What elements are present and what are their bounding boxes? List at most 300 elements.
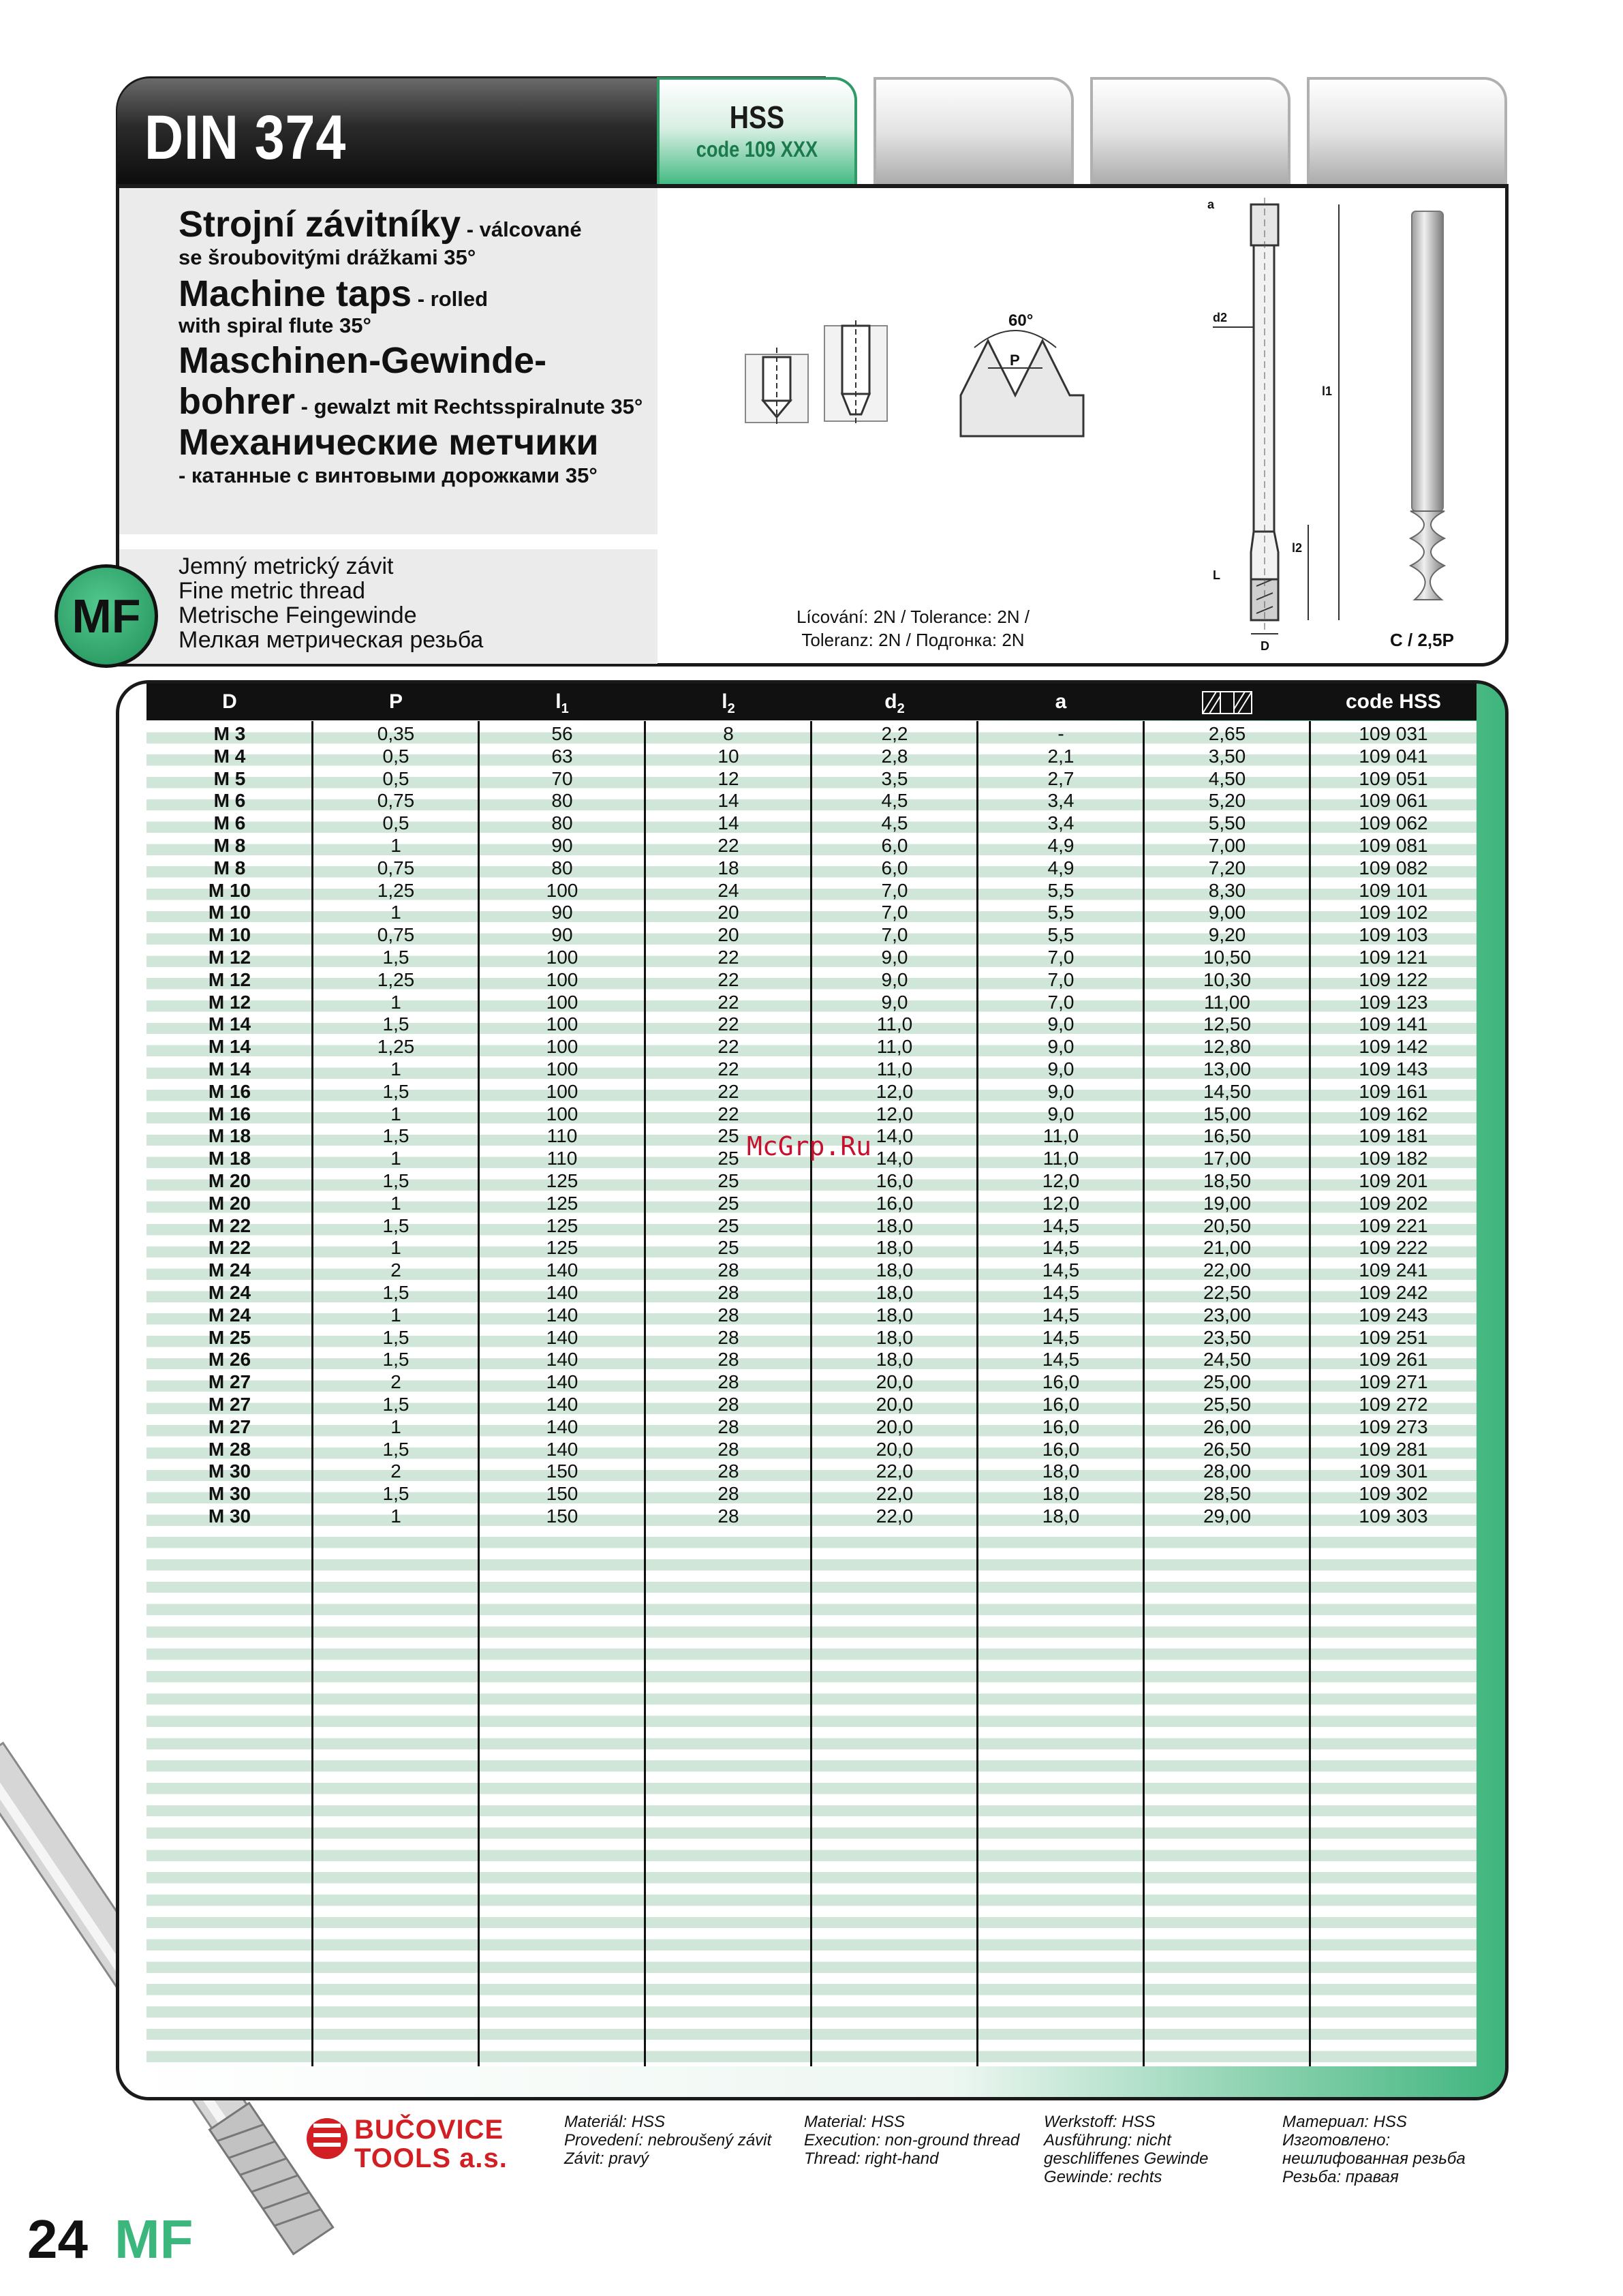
table-cell: 22 [717,835,739,856]
table-cell: 9,0 [1047,1080,1075,1102]
table-cell: 5,5 [1047,924,1075,946]
footer-en: Material: HSS Execution: non-ground thread Thread: right-hand [804,2113,1020,2168]
table-cell: 1,25 [377,1036,415,1058]
table-cell: 7,00 [1208,835,1246,856]
table-cell: 109 082 [1359,857,1428,878]
table-cell: 1 [390,1192,401,1214]
table-cell: 140 [546,1282,578,1303]
tolerance-text: Lícování: 2N / Tolerance: 2N / Toleranz: 2N / Подгонка: 2N [796,607,1030,650]
table-cell: 28 [717,1282,739,1303]
footer-ru: Материал: HSS Изготовлено: нешлифованная резьба Резьба: правая [1282,2113,1466,2186]
table-cell: 9,0 [1047,1058,1075,1080]
table-cell: M 16 [208,1103,251,1124]
svg-text:D: D [1261,639,1269,653]
col-p[interactable]: P [388,690,403,713]
svg-text:a: a [1207,198,1215,211]
table-cell: 109 302 [1359,1483,1428,1505]
table-cell: M 20 [208,1170,251,1191]
table-cell: M 30 [208,1505,251,1527]
table-cell: 2,65 [1208,723,1246,744]
table-cell: 20,0 [876,1371,914,1393]
table-cell: 13,00 [1203,1058,1252,1080]
table-cell: 1 [390,991,401,1013]
table-cell: M 10 [208,902,251,923]
table-cell: 140 [546,1304,578,1326]
chamfer-label: C / 2,5P [1390,630,1454,650]
col-divider [810,721,812,2066]
col-l1[interactable]: $l_1$ [555,690,569,716]
table-cell: 1,5 [382,1080,409,1102]
footer-cz: Materiál: HSS Provedení: nebroušený závit Závit: pravý [564,2113,772,2168]
table-cell: 150 [546,1483,578,1505]
table-cell: 18,0 [1042,1460,1080,1482]
table-cell: 12,0 [876,1103,914,1124]
table-cell: 7,0 [881,902,908,923]
page-section-label: MF [114,2209,194,2269]
table-cell: 5,5 [1047,902,1075,923]
table-cell: 7,0 [1047,947,1075,968]
table-cell: 22,50 [1203,1282,1252,1303]
table-cell: 22 [717,947,739,968]
table-cell: 10,30 [1203,968,1252,990]
table-cell: 2,1 [1047,745,1075,767]
table-cell: 20 [717,902,739,923]
title-de-1: Maschinen-Gewinde- [179,340,547,381]
table-cell: 109 301 [1359,1460,1428,1482]
table-cell: 125 [546,1192,578,1214]
watermark: McGrp.Ru [747,1131,872,1161]
table-cell: M 22 [208,1237,251,1259]
table-cell: M 18 [208,1148,251,1169]
table-cell: 28 [717,1394,739,1415]
table-cell: M 22 [208,1214,251,1236]
table-cell: 28 [717,1326,739,1348]
table-cell: 109 081 [1359,835,1428,856]
table-cell: 0,75 [377,790,415,812]
table-cell: 28 [717,1349,739,1371]
col-a[interactable]: a [1055,690,1067,713]
table-cell: 6,0 [881,835,908,856]
thread-en: Fine metric thread [179,578,365,604]
table-cell: 9,20 [1208,924,1246,946]
table-cell: 12,0 [1042,1192,1080,1214]
table-cell: M 14 [208,1036,251,1058]
table-cell: 1 [390,1304,401,1326]
title-ru: Механические метчики [179,422,599,463]
table-cell: M 3 [213,723,246,744]
table-cell: 109 142 [1359,1036,1428,1058]
table-cell: 18,50 [1203,1170,1252,1191]
table-cell: 7,20 [1208,857,1246,878]
table-cell: M 25 [208,1326,251,1348]
table-cell: 23,00 [1203,1304,1252,1326]
table-cell: 100 [546,1080,578,1102]
table-cell: 20,0 [876,1438,914,1460]
table-cell: 1,5 [382,1394,409,1415]
table-cell: 14 [717,812,739,834]
table-cell: 1,5 [382,1349,409,1371]
svg-text:60°: 60° [1008,311,1034,330]
table-cell: 7,0 [1047,991,1075,1013]
table-cell: 109 051 [1359,767,1428,789]
table-cell: 14,0 [876,1125,914,1147]
table-cell: 1,5 [382,1214,409,1236]
table-cell: 22 [717,991,739,1013]
table-cell: 109 202 [1359,1192,1428,1214]
table-cell: 11,0 [1042,1125,1079,1147]
table-cell: 109 031 [1359,723,1428,744]
blind-hole-icon [743,341,811,429]
table-cell: M 5 [213,767,246,789]
table-cell: M 12 [208,947,251,968]
table-cell: 5,5 [1047,879,1075,901]
empty-tab-2[interactable] [1090,77,1290,187]
table-cell: 25 [717,1125,739,1147]
table-cell: M 27 [208,1394,251,1415]
table-cell: M 6 [213,812,246,834]
table-cell: 109 243 [1359,1304,1428,1326]
table-cell: 109 062 [1359,812,1428,834]
table-cell: 18,0 [1042,1505,1080,1527]
table-cell: 25 [717,1148,739,1169]
table-cell: 28 [717,1483,739,1505]
table-cell: 2 [390,1460,401,1482]
table-cell: 125 [546,1170,578,1191]
table-cell: 9,0 [881,991,908,1013]
svg-text:P: P [1010,352,1020,369]
hss-tab[interactable] [657,77,857,187]
table-cell: M 24 [208,1259,251,1281]
table-cell: 109 182 [1359,1148,1428,1169]
table-cell: 16,0 [1042,1438,1080,1460]
title-de-2: bohrer - gewalzt mit Rechtsspiralnute 35° [179,381,643,422]
table-cell: 100 [546,968,578,990]
table-cell: 4,5 [881,790,908,812]
table-cell: 26,00 [1203,1415,1252,1437]
table-cell: 18,0 [876,1282,914,1303]
table-cell: 109 201 [1359,1170,1428,1191]
table-cell: 16,0 [876,1192,914,1214]
table-cell: 18,0 [876,1304,914,1326]
table-cell: 18 [717,857,739,878]
table-cell: M 28 [208,1438,251,1460]
table-cell: 110 [546,1148,578,1169]
table-cell: 16,0 [1042,1371,1080,1393]
table-cell: 1,5 [382,1170,409,1191]
col-d2[interactable]: $d_2$ [884,690,905,716]
col-d[interactable]: D [222,690,237,713]
table-cell: M 20 [208,1192,251,1214]
table-cell: 7,0 [1047,968,1075,990]
table-cell: 22,0 [876,1460,914,1482]
mf-badge: MF [55,564,158,668]
table-cell: 22 [717,1080,739,1102]
table-cell: 25 [717,1237,739,1259]
table-cell: 14,5 [1042,1214,1080,1236]
table-cell: 28,50 [1203,1483,1252,1505]
table-cell: 16,0 [876,1170,914,1191]
col-divider [1143,721,1145,2066]
table-cell: 28 [717,1371,739,1393]
table-cell: 12,80 [1203,1036,1252,1058]
table-cell: 1 [390,1505,401,1527]
table-cell: 22 [717,1036,739,1058]
table-cell: 140 [546,1326,578,1348]
table-header [146,684,1477,720]
table-cell: 14,50 [1203,1080,1252,1102]
table-cell: 109 061 [1359,790,1428,812]
table-cell: M 30 [208,1460,251,1482]
table-cell: 28,00 [1203,1460,1252,1482]
table-cell: 90 [551,924,573,946]
table-cell: 9,0 [881,947,908,968]
table-cell: 3,4 [1047,790,1075,812]
table-cell: 6,0 [881,857,908,878]
table-cell: 22 [717,1013,739,1035]
table-cell: 28 [717,1460,739,1482]
table-cell: 9,0 [881,968,908,990]
table-cell: 0,75 [377,857,415,878]
thread-profile-diagram [954,300,1090,443]
table-cell: 4,9 [1047,835,1075,856]
svg-text:L: L [1213,568,1220,582]
thread-ru: Мелкая метрическая резьба [179,627,484,653]
table-cell: 14,0 [876,1148,914,1169]
table-cell: 150 [546,1505,578,1527]
table-cell: 5,50 [1208,812,1246,834]
through-hole-icon [822,320,890,429]
table-cell: 63 [551,745,573,767]
table-cell: 25,50 [1203,1394,1252,1415]
tap-technical-drawing [1199,198,1356,661]
table-cell: M 24 [208,1282,251,1303]
empty-tab-1[interactable] [874,77,1074,187]
table-cell: 1 [390,1237,401,1259]
col-divider [478,721,480,2066]
table-cell: 14,5 [1042,1237,1080,1259]
table-cell: 109 162 [1359,1103,1428,1124]
footer-de: Werkstoff: HSS Ausführung: nicht geschliffenes Gewinde Gewinde: rechts [1044,2113,1209,2186]
table-cell: 109 261 [1359,1349,1428,1371]
company-logo-icon [307,2118,347,2159]
table-cell: 1 [390,835,401,856]
table-cell: 140 [546,1394,578,1415]
subtitle-en: with spiral flute 35° [179,313,371,337]
table-cell: 18,0 [876,1237,914,1259]
table-cell: 109 303 [1359,1505,1428,1527]
table-cell: 90 [551,835,573,856]
table-cell: 1 [390,902,401,923]
table-cell: M 10 [208,879,251,901]
table-cell: 3,50 [1208,745,1246,767]
table-cell: 125 [546,1214,578,1236]
table-cell: 109 181 [1359,1125,1428,1147]
table-cell: 0,35 [377,723,415,744]
thread-de: Metrische Feingewinde [179,602,417,628]
table-cell: 125 [546,1237,578,1259]
tap-photo [1397,204,1458,607]
table-cell: 100 [546,879,578,901]
table-cell: M 14 [208,1013,251,1035]
table-cell: 3,5 [881,767,908,789]
table-cell: 22 [717,1058,739,1080]
table-cell: 2,2 [881,723,908,744]
table-cell: 11,00 [1204,991,1250,1013]
table-cell: 4,50 [1208,767,1246,789]
table-cell: 2,7 [1047,767,1075,789]
table-cell: 140 [546,1371,578,1393]
table-cell: 1,5 [382,1013,409,1035]
table-cell: 140 [546,1349,578,1371]
table-cell: 5,20 [1208,790,1246,812]
table-cell: 14,5 [1042,1259,1080,1281]
table-cell: 28 [717,1259,739,1281]
table-cell: 1,25 [377,968,415,990]
table-cell: M 18 [208,1125,251,1147]
table-cell: 70 [551,767,573,789]
table-cell: 100 [546,991,578,1013]
empty-tab-3[interactable] [1307,77,1507,187]
hss-code: code 109 XXX [696,137,818,162]
table-cell: 0,5 [382,745,409,767]
col-divider [644,721,646,2066]
col-divider [976,721,978,2066]
table-cell: 12 [717,767,739,789]
table-cell: 109 241 [1359,1259,1428,1281]
table-cell: 16,0 [1042,1415,1080,1437]
table-cell: 110 [546,1125,578,1147]
table-cell: M 27 [208,1371,251,1393]
table-cell: 80 [551,857,573,878]
table-cell: 109 143 [1359,1058,1428,1080]
table-cell: 2 [390,1371,401,1393]
table-cell: 16,0 [1042,1394,1080,1415]
table-cell: 14,5 [1042,1326,1080,1348]
table-cell: 109 221 [1359,1214,1428,1236]
table-cell: 28 [717,1415,739,1437]
table-cell: 80 [551,812,573,834]
svg-text:l2: l2 [1292,541,1303,555]
table-cell: 22 [717,968,739,990]
table-cell: 11,0 [876,1013,913,1035]
table-cell: 100 [546,1058,578,1080]
table-cell: 109 141 [1359,1013,1428,1035]
table-cell: 7,0 [881,924,908,946]
table-cell: 0,75 [377,924,415,946]
table-cell: M 24 [208,1304,251,1326]
table-cell: 1 [390,1058,401,1080]
page-number: 24 [27,2209,88,2269]
col-drill[interactable] [1144,684,1310,720]
table-cell: 20,50 [1203,1214,1252,1236]
table-cell: 28 [717,1304,739,1326]
table-cell: 18,0 [876,1349,914,1371]
table-cell: M 27 [208,1415,251,1437]
table-cell: M 30 [208,1483,251,1505]
table-cell: 7,0 [881,879,908,901]
table-cell: M 14 [208,1058,251,1080]
table-cell: 22,0 [876,1505,914,1527]
hss-label: HSS [729,100,785,135]
table-cell: 1 [390,1148,401,1169]
table-cell: M 8 [213,835,246,856]
table-cell: M 8 [213,857,246,878]
table-cell: M 6 [213,790,246,812]
table-cell: 140 [546,1438,578,1460]
col-divider [311,721,313,2066]
svg-text:l1: l1 [1322,384,1333,398]
table-cell: 18,0 [876,1326,914,1348]
table-cell: 9,0 [1047,1036,1075,1058]
table-cell: M 26 [208,1349,251,1371]
table-cell: 109 103 [1359,924,1428,946]
table-cell: 100 [546,1013,578,1035]
title-en: Machine taps - rolled [179,273,489,314]
table-cell: 18,0 [1042,1483,1080,1505]
table-cell: 4,5 [881,812,908,834]
table-cell: 18,0 [876,1214,914,1236]
table-cell: 109 161 [1359,1080,1428,1102]
table-cell: 23,50 [1203,1326,1252,1348]
table-cell: 109 271 [1359,1371,1428,1393]
table-cell: 12,0 [876,1080,914,1102]
table-cell: 150 [546,1460,578,1482]
col-l2[interactable]: $l_2$ [722,690,735,716]
table-cell: 28 [717,1438,739,1460]
table-cell: 109 121 [1359,947,1428,968]
col-divider [1309,721,1311,2066]
table-cell: 8,30 [1208,879,1246,901]
table-cell: 109 251 [1359,1326,1428,1348]
table-cell: 0,5 [382,767,409,789]
table-cell: 109 123 [1359,991,1428,1013]
table-cell: 11,0 [876,1036,913,1058]
table-cell: 8 [723,723,734,744]
table-cell: M 10 [208,924,251,946]
table-cell: - [1057,723,1064,744]
table-cell: 21,00 [1203,1237,1252,1259]
table-cell: 2 [390,1259,401,1281]
table-cell: 17,00 [1203,1148,1252,1169]
table-cell: 109 273 [1359,1415,1428,1437]
table-cell: 20,0 [876,1394,914,1415]
table-cell: 109 281 [1359,1438,1428,1460]
table-cell: 109 102 [1359,902,1428,923]
table-cell: 1,5 [382,1483,409,1505]
table-cell: 140 [546,1259,578,1281]
table-cell: 14,5 [1042,1304,1080,1326]
table-cell: 100 [546,947,578,968]
table-cell: 2,8 [881,745,908,767]
table-cell: 20,0 [876,1415,914,1437]
table-cell: 56 [551,723,573,744]
table-cell: M 12 [208,968,251,990]
table-cell: 10 [717,745,739,767]
table-cell: 100 [546,1036,578,1058]
table-cell: 3,4 [1047,812,1075,834]
table-cell: 14 [717,790,739,812]
table-cell: M 12 [208,991,251,1013]
col-code-hss[interactable]: code HSS [1345,690,1442,713]
table-cell: M 16 [208,1080,251,1102]
table-cell: 1,5 [382,1438,409,1460]
table-cell: 4,9 [1047,857,1075,878]
table-cell: 22,00 [1203,1259,1252,1281]
title-cz: Strojní závitníky - válcované [179,204,582,245]
table-cell: 1,5 [382,1282,409,1303]
table-cell: 26,50 [1203,1438,1252,1460]
table-cell: 11,0 [1042,1148,1079,1169]
